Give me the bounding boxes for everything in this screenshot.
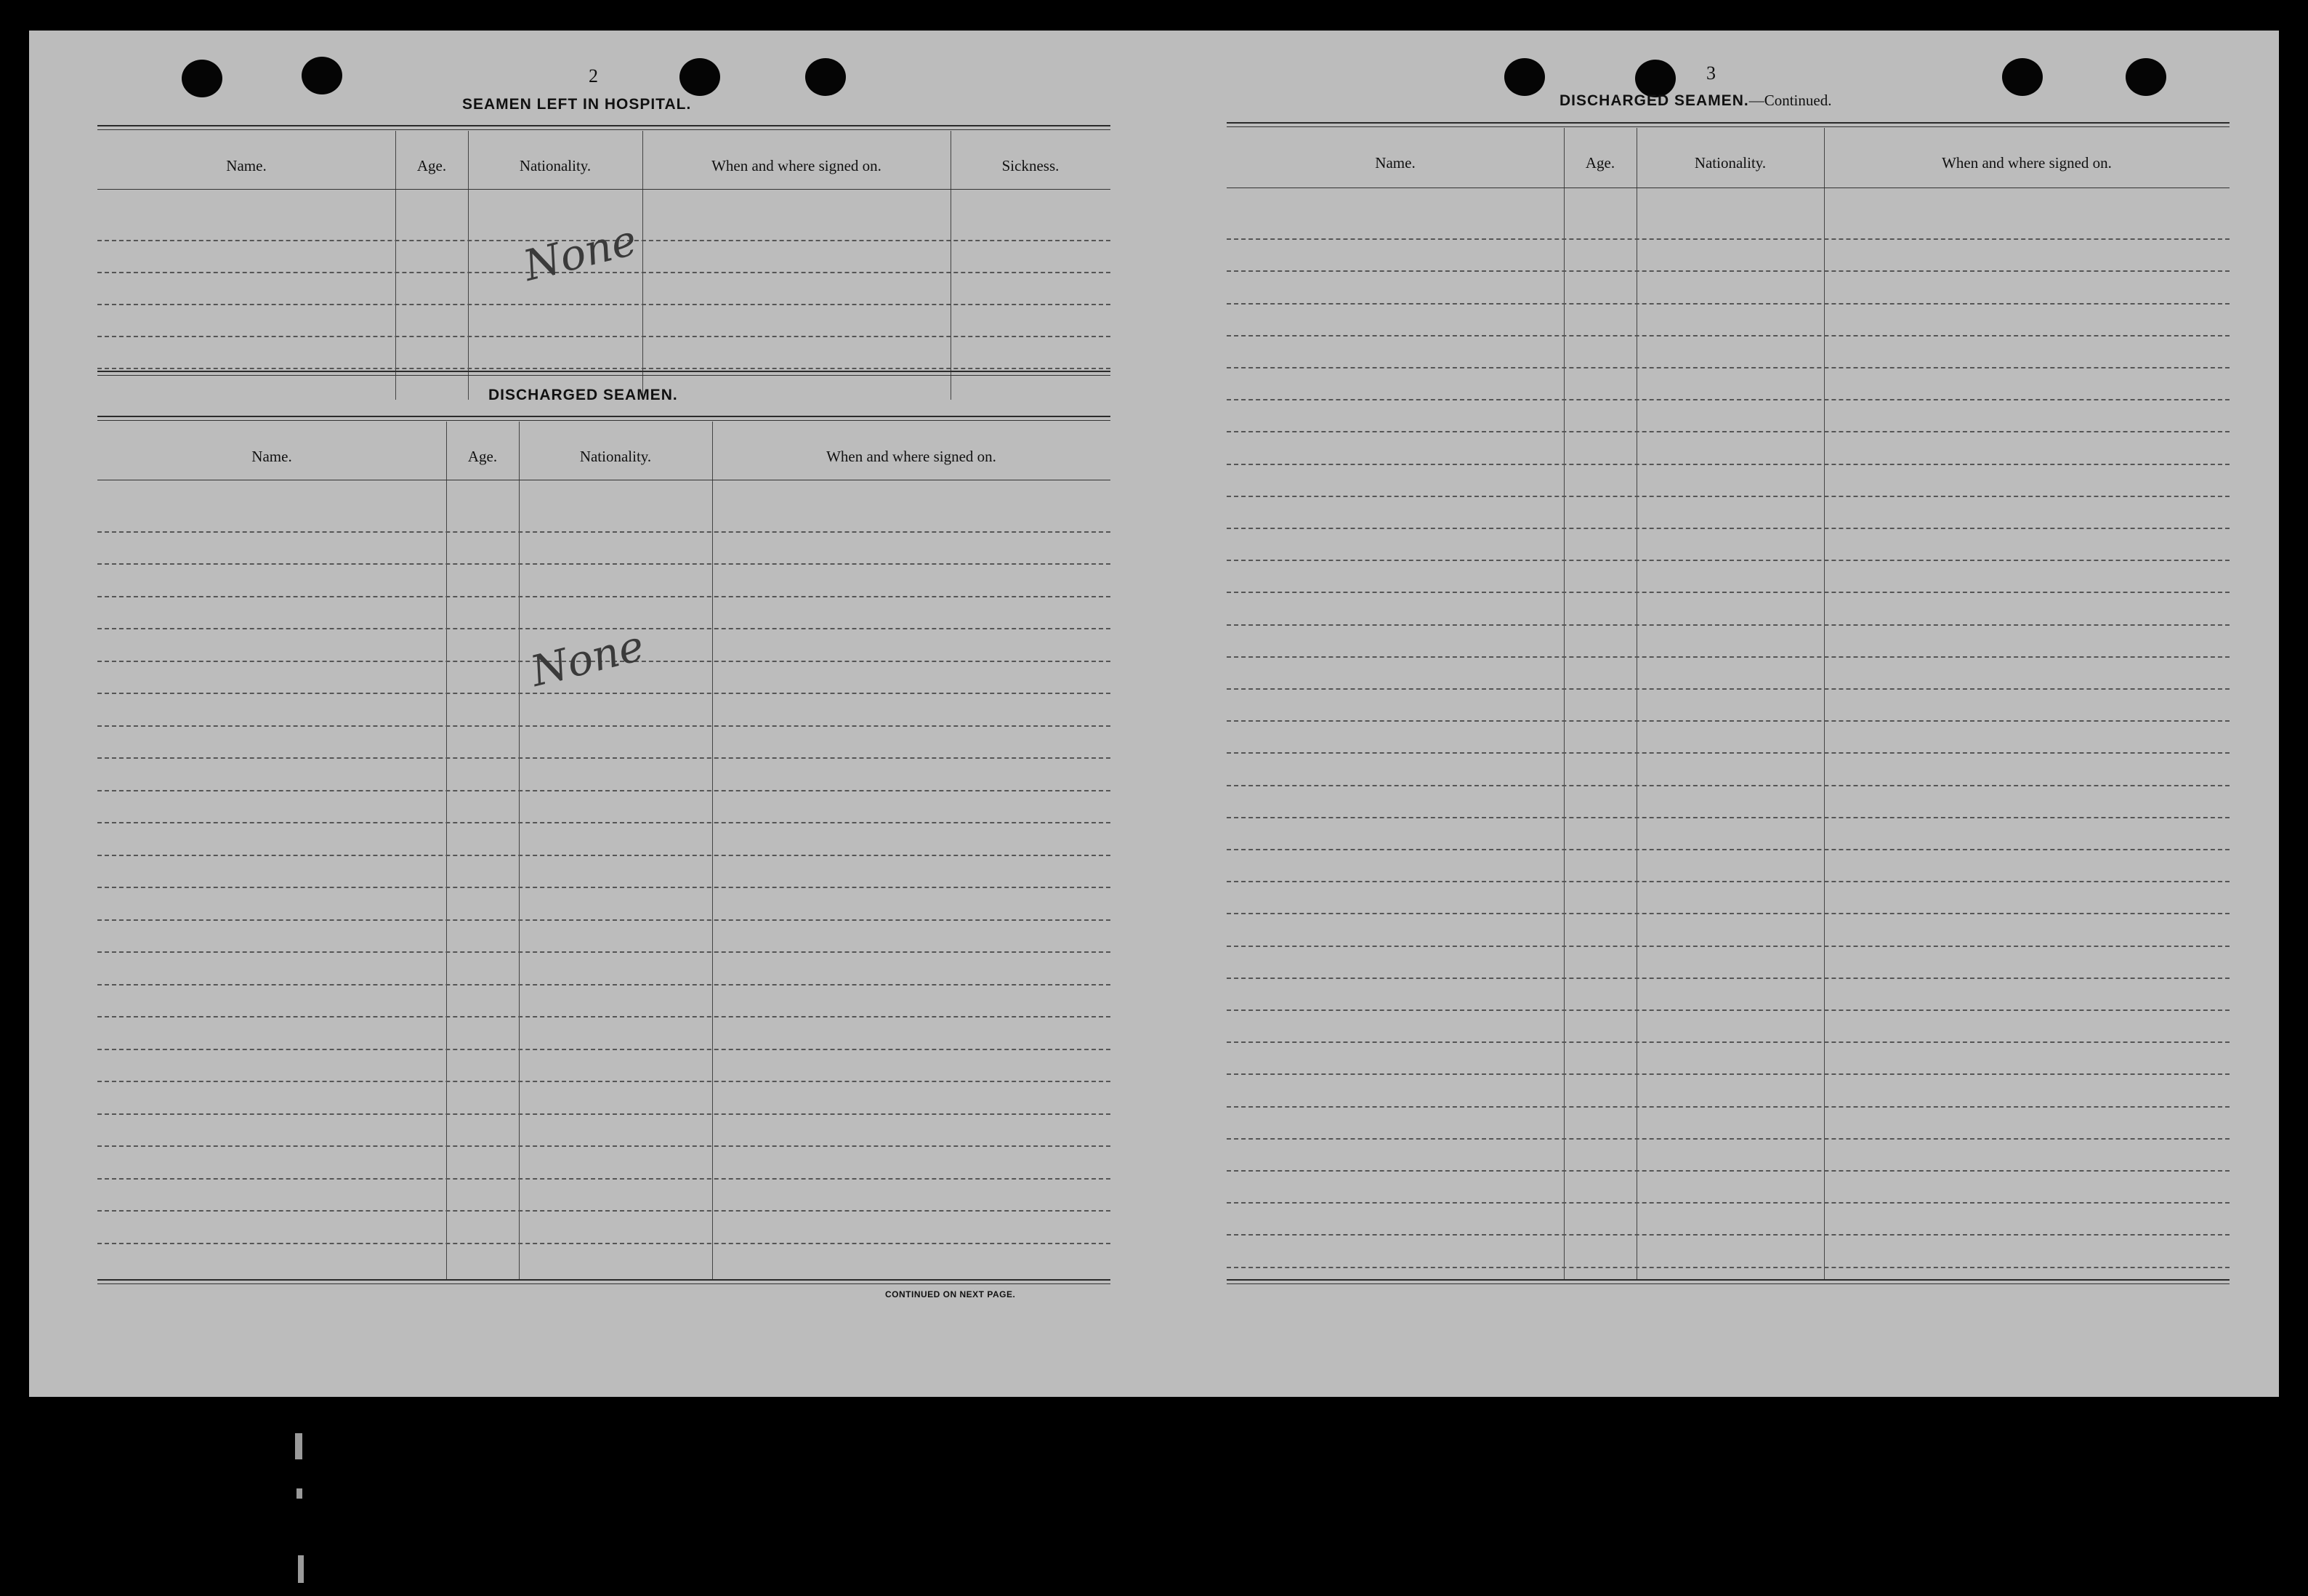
discharged-header-age: Age. [467,448,498,465]
ruled-line [1227,656,2230,658]
ruled-line [97,304,1110,305]
ruled-line [97,1016,1110,1017]
hospital-bottom-rule [97,371,1110,372]
discharged-bottom-rule [97,1279,1110,1281]
ruled-line [1227,303,2230,305]
ruled-line [1227,881,2230,882]
hospital-bottom-rule-2 [97,375,1110,376]
column-divider [446,422,447,1279]
ruled-line [97,1049,1110,1050]
ruled-line [1227,238,2230,240]
hospital-section-title: SEAMEN LEFT IN HOSPITAL. [462,96,692,113]
ruled-line [97,693,1110,694]
punch-hole [679,58,720,96]
ruled-line [97,1210,1110,1212]
right-header-signed-on: When and where signed on. [1942,154,2112,172]
ruled-line [1227,849,2230,850]
ruled-line [97,887,1110,888]
punch-hole [182,60,222,97]
discharged-header-signed-on: When and where signed on. [826,448,996,465]
continued-footnote: CONTINUED ON NEXT PAGE. [885,1289,1016,1299]
ruled-line [97,984,1110,986]
ruled-line [1227,496,2230,497]
ruled-line [1227,688,2230,690]
hospital-top-rule [97,125,1110,126]
margin-mark [298,1555,304,1583]
discharged-continued-title [1559,92,1831,110]
ruled-line [1227,399,2230,400]
continued-suffix: —Continued. [1748,92,1832,109]
ruled-line [1227,1009,2230,1011]
ruled-line [1227,1106,2230,1108]
handwritten-none-hospital: None [518,214,642,291]
hospital-header-age: Age. [416,157,447,174]
ruled-line [97,596,1110,597]
ruled-line [97,1178,1110,1180]
ruled-line [1227,752,2230,754]
page-number-right: 3 [1706,63,1716,84]
ruled-line [1227,624,2230,626]
punch-hole [2002,58,2043,96]
ruled-line [97,336,1110,337]
ruled-line [1227,367,2230,368]
ruled-line [97,1081,1110,1082]
ruled-line [1227,720,2230,722]
ruled-line [1227,464,2230,465]
right-top-rule-2 [1227,126,2230,127]
ruled-line [97,919,1110,921]
ruled-line [1227,817,2230,818]
ruled-line [1227,1073,2230,1075]
punch-hole [302,57,342,94]
discharged-section-title: DISCHARGED SEAMEN. [488,387,678,403]
hospital-top-rule-2 [97,129,1110,130]
ruled-line [1227,592,2230,593]
discharged-top-rule [97,416,1110,417]
hospital-header-signed-on: When and where signed on. [711,157,881,174]
hospital-header-nationality: Nationality. [519,157,592,174]
ruled-line [97,855,1110,856]
ruled-line [1227,528,2230,529]
right-bottom-rule-2 [1227,1283,2230,1284]
hospital-header-sickness: Sickness. [1001,157,1060,174]
punch-hole [805,58,846,96]
ruled-line [97,1113,1110,1115]
ruled-line [97,725,1110,727]
discharged-continued-table [1227,128,2230,1279]
handwritten-none-discharged: None [525,620,649,696]
ruled-line [1227,913,2230,914]
discharged-bottom-rule-2 [97,1283,1110,1284]
ruled-line [97,951,1110,953]
ruled-line [1227,270,2230,272]
right-header-age: Age. [1585,154,1615,172]
ruled-line [1227,1234,2230,1236]
ruled-line [1227,1202,2230,1204]
margin-mark [295,1433,302,1459]
ruled-line [1227,560,2230,561]
ruled-line [97,531,1110,533]
right-bottom-rule [1227,1279,2230,1281]
ruled-line [97,1145,1110,1147]
ruled-line [97,822,1110,823]
discharged-header-nationality: Nationality. [579,448,652,465]
ruled-line [1227,978,2230,979]
ruled-line [1227,1041,2230,1043]
margin-mark [296,1488,302,1499]
column-divider [712,422,713,1279]
hospital-header-name: Name. [226,157,267,174]
document-sheet [29,31,2279,1397]
right-header-nationality: Nationality. [1694,154,1767,172]
ruled-line [97,368,1110,369]
right-top-rule [1227,122,2230,124]
ruled-line [97,1243,1110,1244]
discharged-top-rule-2 [97,420,1110,421]
discharged-continued-title-main: DISCHARGED SEAMEN. [1559,92,1749,109]
ruled-line [1227,1170,2230,1172]
discharged-header-name: Name. [251,448,292,465]
punch-hole [1504,58,1545,96]
header-underline [97,189,1110,190]
ruled-line [1227,431,2230,432]
ruled-line [97,790,1110,791]
punch-hole [2126,58,2166,96]
page-number-left: 2 [589,65,598,86]
ruled-line [1227,1267,2230,1268]
ruled-line [97,757,1110,759]
discharged-table [97,422,1110,1279]
column-divider [519,422,520,1279]
ruled-line [1227,1138,2230,1140]
right-header-name: Name. [1375,154,1416,172]
ruled-line [97,563,1110,565]
ruled-line [1227,335,2230,336]
ruled-line [1227,785,2230,786]
ruled-line [1227,946,2230,947]
